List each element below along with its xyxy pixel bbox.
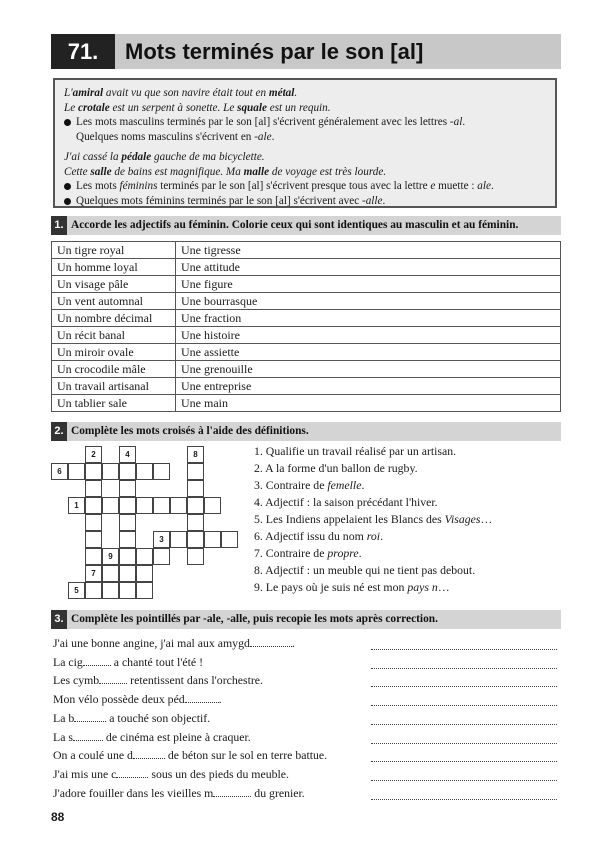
table-row	[52, 293, 561, 310]
masculine-cell[interactable]: Un visage pâle	[52, 276, 176, 293]
crossword-clue-number: 7	[85, 565, 102, 582]
crossword-cell[interactable]	[153, 497, 170, 514]
adjectives-table	[51, 241, 561, 412]
crossword-cell[interactable]	[119, 480, 136, 497]
crossword-cell[interactable]	[153, 548, 170, 565]
crossword-cell[interactable]	[119, 463, 136, 480]
crossword-cell[interactable]	[136, 548, 153, 565]
exercise-number: 71.	[51, 34, 115, 69]
feminine-cell[interactable]: Une histoire	[176, 327, 561, 344]
table-row	[52, 361, 561, 378]
crossword-clue-number: 4	[119, 446, 136, 463]
crossword-cell[interactable]	[136, 463, 153, 480]
definition-item: 7. Contraire de propre.	[254, 546, 362, 560]
masculine-cell[interactable]: Un vent automnal	[52, 293, 176, 310]
masculine-cell[interactable]: Un travail artisanal	[52, 378, 176, 395]
exercise-sentence: La cig a chanté tout l'été !	[53, 654, 204, 669]
crossword-cell[interactable]	[85, 582, 102, 599]
table-row	[52, 276, 561, 293]
answer-line[interactable]	[371, 760, 557, 762]
crossword-cell[interactable]	[85, 480, 102, 497]
section-number: 1.	[51, 216, 67, 235]
blank-dots[interactable]	[74, 710, 106, 722]
masculine-cell[interactable]: Un nombre décimal	[52, 310, 176, 327]
table-row	[52, 310, 561, 327]
section-title: Complète les mots croisés à l'aide des définitions.	[71, 425, 309, 437]
crossword-cell[interactable]	[187, 548, 204, 565]
answer-line[interactable]	[371, 779, 557, 781]
crossword-cell[interactable]	[85, 497, 102, 514]
crossword-cell[interactable]	[102, 565, 119, 582]
table-row	[52, 242, 561, 259]
exercise-sentence: La b a touché son objectif.	[53, 710, 211, 725]
example-line: Cette salle de bains est magnifique. Ma malle de voyage est très lourde.	[64, 165, 387, 178]
page-title: Mots terminés par le son [al]	[125, 39, 424, 64]
exercise-sentence: On a coulé une d de béton sur le sol en terre battue.	[53, 748, 328, 763]
exercise-sentence: La s de cinéma est pleine à craquer.	[53, 729, 251, 744]
masculine-cell[interactable]: Un récit banal	[52, 327, 176, 344]
section-title: Complète les pointillés par -ale, -alle, puis recopie les mots après correction.	[71, 613, 438, 625]
crossword-clue-number: 3	[153, 531, 170, 548]
crossword-cell[interactable]	[204, 531, 221, 548]
section-3-header	[51, 610, 561, 629]
blank-dots[interactable]	[250, 635, 292, 647]
section-2-header	[51, 422, 561, 441]
table-row	[52, 395, 561, 412]
crossword-clue-number: 1	[68, 497, 85, 514]
definition-item: 3. Contraire de femelle.	[254, 478, 365, 492]
crossword-cell[interactable]	[119, 531, 136, 548]
crossword-cell[interactable]	[187, 497, 204, 514]
crossword-cell[interactable]	[170, 497, 187, 514]
exercise-header	[51, 34, 561, 69]
blank-dots[interactable]	[116, 766, 148, 778]
crossword-cell[interactable]	[136, 582, 153, 599]
table-row	[52, 259, 561, 276]
crossword-cell[interactable]	[187, 463, 204, 480]
masculine-cell[interactable]: Un tablier sale	[52, 395, 176, 412]
answer-line[interactable]	[371, 723, 557, 725]
rule-bullet: Les mots masculins terminés par le son [al] s'écrivent généralement avec les lettres -al. Quelques noms masculins s'écrivent en -ale.	[64, 115, 546, 144]
crossword-cell[interactable]	[102, 463, 119, 480]
section-number: 2.	[51, 422, 67, 441]
crossword-definitions	[254, 443, 492, 596]
exercise-sentence: Les cymb retentissent dans l'orchestre.	[53, 673, 263, 688]
blank-dots[interactable]	[133, 747, 165, 759]
crossword-cell[interactable]	[187, 531, 204, 548]
crossword-cell[interactable]	[187, 514, 204, 531]
blank-dots[interactable]	[73, 729, 103, 741]
exercise-sentence: Mon vélo possède deux péd .	[53, 692, 222, 707]
feminine-cell[interactable]: Une grenouille	[176, 361, 561, 378]
crossword-cell[interactable]	[136, 565, 153, 582]
feminine-cell[interactable]: Une entreprise	[176, 378, 561, 395]
example-line: J'ai cassé la pédale gauche de ma bicyclette.	[64, 151, 265, 163]
crossword-cell[interactable]	[187, 480, 204, 497]
definition-item: 4. Adjectif : la saison précédant l'hiver.	[254, 495, 438, 509]
answer-line[interactable]	[371, 667, 557, 669]
crossword-clue-number: 9	[102, 548, 119, 565]
definition-item: 8. Adjectif : un meuble qui ne tient pas debout.	[254, 563, 476, 577]
answer-line[interactable]	[371, 704, 557, 706]
definition-item: 5. Les Indiens appelaient les Blancs des Visages…	[254, 512, 493, 526]
exercise-sentence: J'adore fouiller dans les vieilles m du grenier.	[53, 785, 305, 800]
exercise-sentence: J'ai mis une c sous un des pieds du meuble.	[53, 766, 289, 781]
definition-item: 2. A la forme d'un ballon de rugby.	[254, 461, 418, 475]
blank-dots[interactable]	[213, 785, 251, 797]
crossword-cell[interactable]	[136, 497, 153, 514]
crossword-cell[interactable]	[85, 514, 102, 531]
feminine-cell[interactable]: Une fraction	[176, 310, 561, 327]
crossword-cell[interactable]	[85, 463, 102, 480]
blank-dots[interactable]	[185, 691, 219, 703]
crossword-cell[interactable]	[102, 582, 119, 599]
section-number: 3.	[51, 610, 67, 629]
table-row	[52, 344, 561, 361]
crossword-cell[interactable]	[153, 463, 170, 480]
masculine-cell[interactable]: Un homme loyal	[52, 259, 176, 276]
table-row	[52, 327, 561, 344]
crossword-cell[interactable]	[170, 531, 187, 548]
crossword-cell[interactable]	[119, 497, 136, 514]
example-line: L'amiral avait vu que son navire était tout en métal.	[64, 87, 298, 99]
crossword-clue-number: 6	[51, 463, 68, 480]
answer-line[interactable]	[371, 742, 557, 744]
crossword-clue-number: 2	[85, 446, 102, 463]
page-number: 88	[51, 810, 65, 824]
crossword-cell[interactable]	[204, 497, 221, 514]
table-row	[52, 378, 561, 395]
exercise-sentence: J'ai une bonne angine, j'ai mal aux amygd .	[53, 636, 295, 650]
section-1-header	[51, 216, 561, 235]
definition-item: 1. Qualifie un travail réalisé par un artisan.	[254, 444, 457, 458]
blank-dots[interactable]	[83, 654, 111, 666]
rule-bullet: Quelques mots féminins terminés par le son [al] s'écrivent avec -alle.	[64, 194, 546, 209]
crossword-cell[interactable]	[221, 531, 238, 548]
feminine-cell[interactable]: Une bourrasque	[176, 293, 561, 310]
answer-line[interactable]	[371, 685, 557, 687]
crossword-cell[interactable]	[119, 582, 136, 599]
section-title: Accorde les adjectifs au féminin. Colorie ceux qui sont identiques au masculin et au féminin.	[71, 219, 519, 231]
example-line: Le crotale est un serpent à sonette. Le squale est un requin.	[64, 101, 331, 114]
feminine-cell[interactable]: Une attitude	[176, 259, 561, 276]
crossword-cell[interactable]	[68, 463, 85, 480]
definition-item: 6. Adjectif issu du nom roi.	[254, 529, 384, 543]
crossword-cell[interactable]	[119, 514, 136, 531]
rule-box	[53, 78, 557, 208]
crossword-clue-number: 8	[187, 446, 204, 463]
feminine-cell[interactable]: Une assiette	[176, 344, 561, 361]
crossword-cell[interactable]	[102, 497, 119, 514]
crossword-cell[interactable]	[119, 565, 136, 582]
blank-dots[interactable]	[99, 672, 127, 684]
crossword-cell[interactable]	[85, 548, 102, 565]
crossword-clue-number: 5	[68, 582, 85, 599]
masculine-cell[interactable]: Un tigre royal	[52, 242, 176, 259]
masculine-cell[interactable]: Un crocodile mâle	[52, 361, 176, 378]
answer-line[interactable]	[371, 798, 557, 800]
feminine-cell[interactable]: Une main	[176, 395, 561, 412]
crossword-cell[interactable]	[119, 548, 136, 565]
definition-item: 9. Le pays où je suis né est mon pays n…	[254, 580, 450, 594]
masculine-cell[interactable]: Un miroir ovale	[52, 344, 176, 361]
crossword-cell[interactable]	[85, 531, 102, 548]
rule-bullet: Les mots féminins terminés par le son [al] s'écrivent presque tous avec la lettre e muette : ale.	[64, 179, 546, 194]
feminine-cell[interactable]: Une figure	[176, 276, 561, 293]
feminine-cell[interactable]: Une tigresse	[176, 242, 561, 259]
answer-line[interactable]	[371, 648, 557, 650]
